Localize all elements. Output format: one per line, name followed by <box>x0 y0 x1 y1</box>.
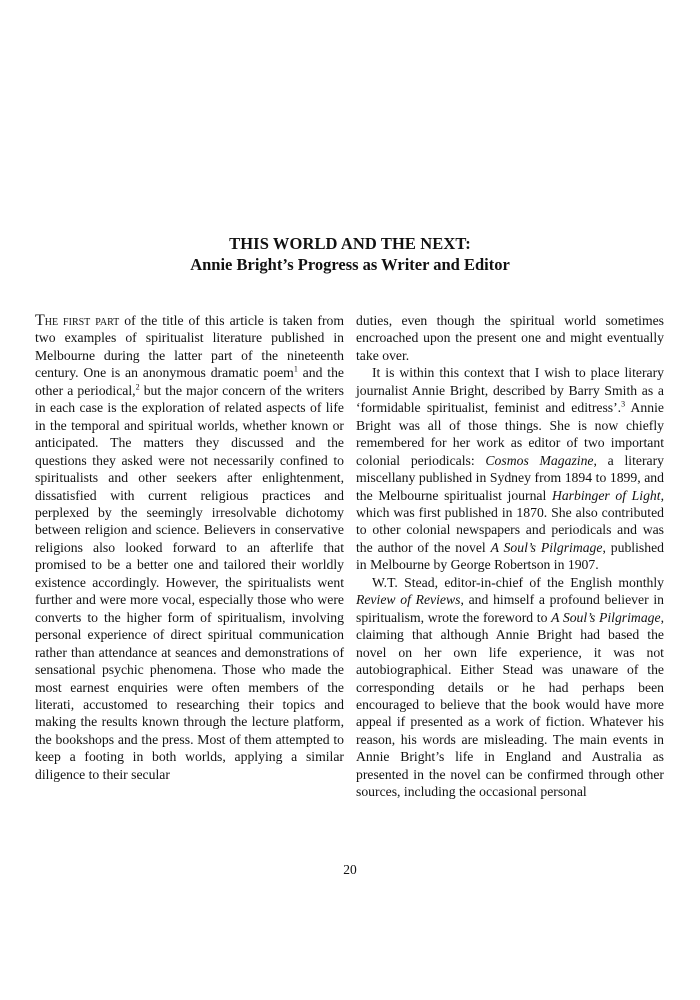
lead-in <box>35 313 119 328</box>
periodical-title-harbinger: Harbinger of Light <box>551 487 661 503</box>
text-run: but the major concern of the writers in each case is the exploration of related aspects of life in the temporal and spiritual worlds, whether known or anticipated. The matters they discussed and the questions they asked were not necessarily confined to spiritualists and other seekers after enlightenment, dissatisfied with current religious practices and perplexed by the seemingly irresolvable dichotomy between religion and science. Believers in conservative religions also looked forward to an afterlife that promised to be a better one and tailored their worldly existence accordingly. However, the spiritualists went further and were more vocal, especially those who were converts to the higher form of spiritualism, involving personal experience of direct spiritual communication rather than attendance at seances and demonstrations of sensational psychic phenomena. Those who made the most earnest enquiries were often members of the literati, accustomed to researching their topics and making the results known through the lecture platform, the bookshops and the press. Most of them attempted to keep a footing in both worlds, applying a similar diligence to their secular <box>35 382 344 782</box>
footnote-ref-1: 1 <box>293 364 298 374</box>
right-paragraph-2 <box>356 364 664 573</box>
right-paragraph-1: duties, even though the spiritual world sometimes encroached upon the present one and might eventually take over. <box>356 313 664 363</box>
novel-title: A Soul’s Pilgrimage <box>551 609 661 625</box>
left-column <box>35 312 344 783</box>
text-run: It is within this context that I wish to place literary journalist Annie Bright, described by Barry Smith as a ‘formidable spiritualist, feminist and editress’. <box>356 365 664 416</box>
lead-in-first-letter: T <box>35 312 45 329</box>
lead-in-rest: he first part <box>44 313 120 328</box>
article-subtitle: Annie Bright’s Progress as Writer and Editor <box>190 255 510 274</box>
right-paragraph-3 <box>356 574 664 801</box>
article-title: THIS WORLD AND THE NEXT: <box>229 234 471 253</box>
footnote-ref-3: 3 <box>621 399 626 409</box>
left-paragraph-1 <box>35 312 344 783</box>
text-run: W.T. Stead, editor-in-chief of the English monthly <box>372 574 664 590</box>
text-run: , which was first published in 1870. She also contributed to other colonial newspapers and periodicals and was the author of the novel <box>356 487 664 555</box>
text-run: Annie Bright was all of those things. She is now chiefly remembered for her work as editor of two important colonial periodicals: <box>356 400 665 468</box>
text-run: , claiming that although Annie Bright had based the novel on her own life experience, it was not autobiographical. Either Stead was unaware of the corresponding details or he had perhaps been encouraged to believe that the book would have more appeal if presented as a work of fiction. Whatever his reason, his words are misleading. The main events in Annie Bright’s life in England and Australia as presented in the novel can be confirmed through other sources, including the occasional personal <box>356 609 664 800</box>
text-run: , published in Melbourne by George Robertson in 1907. <box>356 539 665 573</box>
footnote-ref-2: 2 <box>135 382 140 392</box>
text-run: , a literary miscellany published in Sydney from 1894 to 1899, and the Melbourne spiritualist journal <box>356 452 664 503</box>
periodical-title-cosmos: Cosmos Magazine <box>485 452 594 468</box>
text-run: , and himself a profound believer in spiritualism, wrote the foreword to <box>356 592 664 625</box>
right-column <box>356 312 664 801</box>
article-heading <box>0 233 700 275</box>
text-run: of the title of this article is taken from two examples of spiritualist literature published in Melbourne during the latter part of the nineteenth century. One is an anonymous dramatic poem <box>35 313 344 381</box>
text-run: and the other a periodical, <box>35 365 344 398</box>
page-number: 20 <box>343 862 357 877</box>
novel-title: A Soul’s Pilgrimage <box>490 539 603 555</box>
periodical-title-review: Review of Reviews <box>356 592 461 608</box>
